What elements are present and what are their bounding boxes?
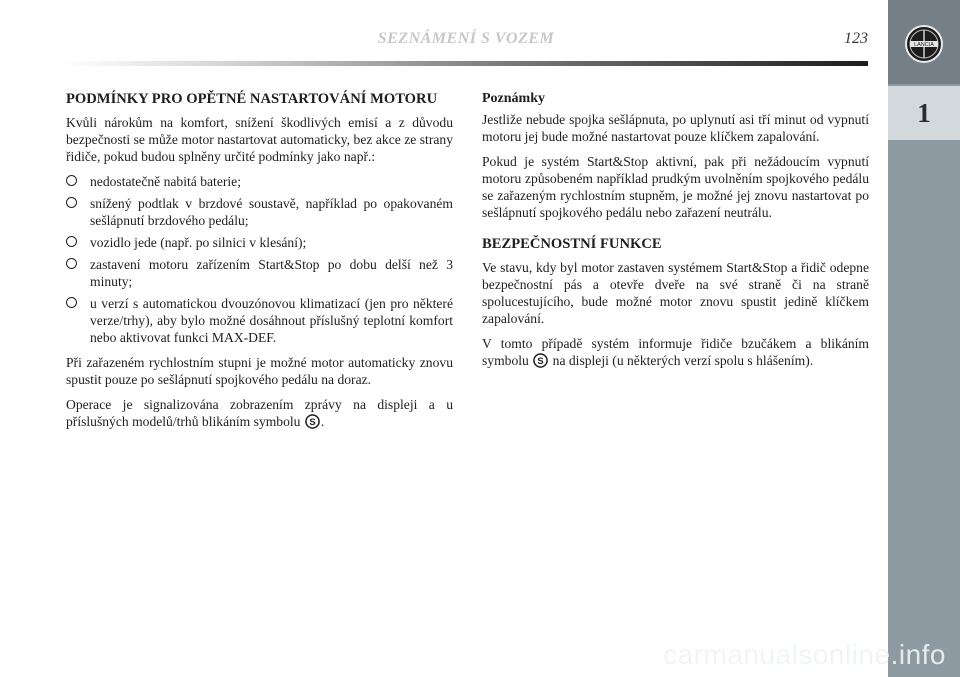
signalling-end: . (320, 414, 325, 429)
list-item-text: vozidlo jede (např. po silnici v klesání); (90, 235, 307, 250)
start-stop-icon (533, 353, 548, 368)
bullet-circle-icon (66, 197, 77, 208)
signalling-text: Operace je signalizována zobrazením zprávy na displeji a u příslušných modelů/trhů blikáním symbolu (66, 397, 453, 429)
buzzer-text-end: na displeji (u některých verzí spolu s hlášením). (552, 353, 814, 368)
gear-engaged-paragraph: Při zařazeném rychlostním stupni je možné motor automaticky znovu spustit pouze po sešlápnutí spojkového pedálu na doraz. (66, 355, 453, 387)
note-paragraph-1: Jestliže nebude spojka sešlápnuta, po uplynutí asi tří minut od vypnutí motoru jej bude možné nastartovat pouze klíčkem zapalování. (482, 112, 869, 144)
list-item (66, 173, 453, 190)
svg-text:S: S (309, 416, 316, 427)
chapter-side-panel (888, 0, 960, 677)
list-item (66, 256, 453, 290)
section-heading-restart-conditions: PODMÍNKY PRO OPĚTNÉ NASTARTOVÁNÍ MOTORU (66, 91, 438, 107)
buzzer-paragraph (482, 335, 869, 369)
svg-text:S: S (537, 355, 544, 366)
list-item-text: u verzí s automatickou dvouzónovou klimatizací (jen pro některé verze/trhy), aby bylo možné dosáhnout příslušný teplotní komfort nebo aktivovat funkci MAX-DEF. (90, 296, 453, 345)
intro-paragraph: Kvůli nárokům na komfort, snížení škodlivých emisí a z důvodu bezpečnosti se může motor nastartovat automaticky, bez akce ze strany řidiče, pokud budou splněny určité podmínky jako např.: (66, 115, 453, 164)
list-item (66, 195, 453, 229)
bullet-circle-icon (66, 297, 77, 308)
start-stop-icon (305, 414, 320, 429)
signalling-paragraph (66, 396, 453, 430)
list-item (66, 295, 453, 346)
chapter-number: 1 (917, 97, 931, 128)
note-paragraph-2: Pokud je systém Start&Stop aktivní, pak při nežádoucím vypnutí motoru způsobeném například prudkým uvolněním spojkového pedálu se zařazeným rychlostním stupněm, je možné jej znovu nastartovat po sešlápnutí spojkového pedálu nebo zařazení neutrálu. (482, 154, 869, 220)
list-item-text: snížený podtlak v brzdové soustavě, například po opakovaném sešlápnutí brzdového pedálu; (90, 196, 453, 228)
header-rule (62, 61, 868, 66)
svg-text:LANCIA: LANCIA (914, 42, 934, 48)
notes-heading: Poznámky (482, 91, 545, 106)
right-column (482, 90, 869, 377)
page-header-title: SEZNÁMENÍ S VOZEM (377, 30, 555, 47)
bullet-circle-icon (66, 258, 77, 269)
conditions-list (66, 173, 453, 346)
lancia-logo-icon (904, 24, 944, 64)
page-number: 123 (844, 30, 868, 47)
left-column (66, 90, 453, 438)
watermark: carmanualsonline.info (663, 639, 946, 670)
list-item-text: nedostatečně nabitá baterie; (90, 174, 241, 189)
list-item-text: zastavení motoru zařízením Start&Stop po dobu delší než 3 minuty; (90, 257, 453, 289)
bullet-circle-icon (66, 236, 77, 247)
section-heading-safety-functions: BEZPEČNOSTNÍ FUNKCE (482, 236, 662, 252)
chapter-tab[interactable] (888, 86, 960, 140)
bullet-circle-icon (66, 175, 77, 186)
list-item (66, 234, 453, 251)
buzzer-text: V tomto případě systém informuje řidiče bzučákem a blikáním symbolu (482, 336, 869, 368)
safety-paragraph: Ve stavu, kdy byl motor zastaven systémem Start&Stop a řidič odepne bezpečnostní pás a otevře dveře na své straně či na straně spolucestujícího, bude možné motor znovu spustit jedině klíčkem zapalování. (482, 260, 869, 326)
logo-tab (888, 0, 960, 84)
